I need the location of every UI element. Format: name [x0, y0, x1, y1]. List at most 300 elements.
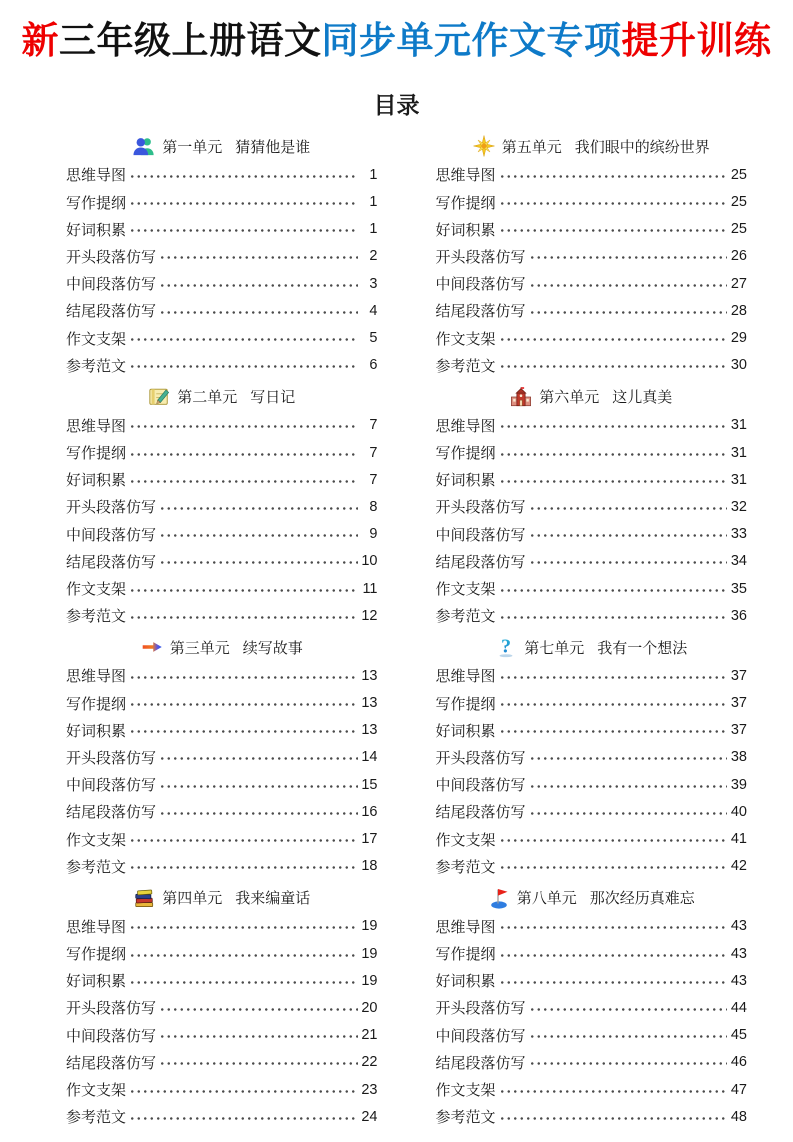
unit-topic: 猜猜他是谁: [235, 138, 311, 156]
toc-entry: [66, 1076, 378, 1103]
toc-entry-label: 好词积累: [66, 472, 127, 490]
dotted-leader: [498, 913, 727, 940]
dotted-leader: [498, 662, 727, 689]
toc-entry-label: 写作提纲: [435, 946, 496, 964]
toc-entry-label: 结尾段落仿写: [435, 804, 526, 822]
toc-entry-label: 中间段落仿写: [435, 526, 526, 544]
toc-entry-label: 好词积累: [435, 973, 496, 991]
toc-entry-page: 28: [730, 302, 747, 319]
toc-entry: [436, 352, 748, 379]
toc-entry-label: 思维导图: [435, 918, 496, 936]
title-segment: 三年级上册语文: [59, 20, 322, 61]
unit-header: [66, 382, 378, 412]
dotted-leader: [498, 825, 727, 852]
unit-header: [66, 632, 378, 662]
unit-name: 第二单元: [177, 389, 238, 407]
dotted-leader: [158, 798, 357, 825]
dotted-leader: [498, 940, 727, 967]
unit-topic: 续写故事: [242, 639, 303, 657]
toc-entry-label: 思维导图: [435, 668, 496, 686]
dotted-leader: [128, 216, 357, 243]
toc-entry: [66, 798, 378, 825]
toc-entry-label: 作文支架: [66, 330, 127, 348]
toc-entry: [66, 717, 378, 744]
unit-section: [66, 131, 378, 379]
toc-entry-page: 2: [369, 248, 378, 265]
unit-header: [436, 883, 748, 913]
toc-entry: [436, 994, 748, 1021]
unit-topic: 这儿真美: [612, 389, 673, 407]
toc-entry: [66, 602, 378, 629]
toc-entry-page: 37: [730, 667, 747, 684]
dotted-leader: [498, 1076, 727, 1103]
toc-entry: [66, 466, 378, 493]
toc-entry-page: 7: [369, 444, 378, 461]
dotted-leader: [128, 913, 357, 940]
toc-entry-page: 1: [369, 194, 378, 211]
toc-entry-label: 结尾段落仿写: [435, 303, 526, 321]
unit-name: 第五单元: [501, 138, 562, 156]
unit-header: [436, 382, 748, 412]
toc-entry-label: 参考范文: [435, 1109, 496, 1127]
toc-entry-page: 26: [730, 248, 747, 265]
unit-section: [436, 883, 748, 1131]
dotted-leader: [128, 1103, 357, 1130]
toc-entry: [66, 967, 378, 994]
toc-entry: [436, 798, 748, 825]
toc-entry: [436, 297, 748, 324]
toc-entry-label: 开头段落仿写: [66, 749, 157, 767]
toc-entry-page: 36: [730, 607, 747, 624]
toc-columns: [0, 120, 793, 1130]
unit-header: [436, 632, 748, 662]
toc-entry-page: 32: [730, 498, 747, 515]
unit-name: 第三单元: [169, 639, 230, 657]
toc-entry-page: 40: [730, 803, 747, 820]
dotted-leader: [528, 771, 727, 798]
unit-section: [436, 382, 748, 630]
toc-entry: [436, 717, 748, 744]
toc-entry: [436, 967, 748, 994]
toc-entry-page: 9: [369, 526, 378, 543]
toc-entry-page: 3: [369, 275, 378, 292]
dotted-leader: [498, 690, 727, 717]
toc-entry-label: 参考范文: [66, 858, 127, 876]
toc-entry: [436, 853, 748, 880]
toc-entry: [436, 216, 748, 243]
toc-entry-page: 15: [361, 776, 378, 793]
dotted-leader: [128, 853, 357, 880]
toc-column-left: [66, 128, 378, 1130]
toc-entry: [66, 1022, 378, 1049]
toc-entry-label: 作文支架: [66, 1082, 127, 1100]
school-icon: [510, 386, 532, 408]
title-segment: 提升训练: [621, 20, 772, 61]
toc-entry-label: 中间段落仿写: [66, 526, 157, 544]
dotted-leader: [498, 439, 727, 466]
dotted-leader: [158, 1022, 357, 1049]
dotted-leader: [128, 690, 357, 717]
toc-entry-label: 思维导图: [66, 668, 127, 686]
dotted-leader: [128, 967, 357, 994]
toc-entry: [66, 690, 378, 717]
dotted-leader: [498, 1103, 727, 1130]
dotted-leader: [128, 161, 357, 188]
dotted-leader: [498, 853, 727, 880]
toc-entry: [436, 412, 748, 439]
toc-entry-page: 5: [369, 330, 378, 347]
dotted-leader: [528, 744, 727, 771]
toc-entry-label: 作文支架: [435, 330, 496, 348]
toc-entry: [66, 1049, 378, 1076]
toc-heading: 目录: [373, 93, 420, 119]
unit-name: 第四单元: [162, 890, 223, 908]
dotted-leader: [498, 216, 727, 243]
toc-entry-label: 结尾段落仿写: [66, 804, 157, 822]
toc-entry-page: 7: [369, 471, 378, 488]
dotted-leader: [498, 717, 727, 744]
toc-entry-label: 开头段落仿写: [435, 499, 526, 517]
toc-entry-label: 写作提纲: [435, 695, 496, 713]
toc-entry: [66, 521, 378, 548]
toc-entry: [66, 548, 378, 575]
dotted-leader: [128, 324, 357, 351]
title-segment: 新: [21, 20, 59, 61]
toc-entry-label: 思维导图: [435, 417, 496, 435]
toc-entry-page: 25: [730, 194, 747, 211]
toc-entry-label: 参考范文: [66, 608, 127, 626]
dotted-leader: [498, 575, 727, 602]
dotted-leader: [528, 798, 727, 825]
toc-entry-page: 30: [730, 357, 747, 374]
toc-entry-label: 开头段落仿写: [66, 1000, 157, 1018]
unit-topic: 那次经历真难忘: [589, 890, 695, 908]
toc-entry-page: 18: [361, 858, 378, 875]
toc-entry-label: 开头段落仿写: [435, 749, 526, 767]
toc-entry: [66, 189, 378, 216]
toc-entry-page: 45: [730, 1027, 747, 1044]
dotted-leader: [528, 994, 727, 1021]
toc-entry-label: 结尾段落仿写: [66, 303, 157, 321]
toc-entry-page: 8: [369, 498, 378, 515]
toc-entry-page: 35: [730, 580, 747, 597]
toc-entry: [436, 913, 748, 940]
toc-entry-label: 中间段落仿写: [66, 1027, 157, 1045]
toc-entry-label: 参考范文: [435, 357, 496, 375]
unit-section: [436, 632, 748, 880]
toc-entry-label: 中间段落仿写: [435, 276, 526, 294]
toc-entry: [66, 825, 378, 852]
toc-entry-page: 17: [361, 831, 378, 848]
toc-entry-page: 1: [369, 221, 378, 238]
toc-entry-label: 好词积累: [435, 221, 496, 239]
unit-name: 第六单元: [539, 389, 600, 407]
toc-entry-label: 作文支架: [435, 1082, 496, 1100]
toc-entry: [66, 161, 378, 188]
dotted-leader: [498, 324, 727, 351]
unit-topic: 我来编童话: [235, 890, 311, 908]
toc-entry: [66, 412, 378, 439]
question-mark-icon: [495, 636, 517, 658]
toc-entry-page: 43: [730, 972, 747, 989]
toc-entry: [436, 439, 748, 466]
dotted-leader: [528, 1049, 727, 1076]
unit-header: [66, 131, 378, 161]
toc-entry-page: 42: [730, 858, 747, 875]
toc-entry: [436, 493, 748, 520]
toc-entry: [436, 825, 748, 852]
toc-entry-page: 20: [361, 999, 378, 1016]
toc-entry-label: 开头段落仿写: [435, 248, 526, 266]
toc-entry-label: 好词积累: [66, 221, 127, 239]
toc-entry-label: 中间段落仿写: [435, 777, 526, 795]
toc-entry: [66, 575, 378, 602]
toc-entry-label: 结尾段落仿写: [435, 553, 526, 571]
toc-entry-label: 好词积累: [435, 722, 496, 740]
dotted-leader: [528, 548, 727, 575]
dotted-leader: [498, 352, 727, 379]
toc-entry-label: 开头段落仿写: [66, 499, 157, 517]
toc-entry-label: 写作提纲: [66, 946, 127, 964]
toc-entry: [66, 216, 378, 243]
dotted-leader: [158, 744, 357, 771]
toc-entry-label: 作文支架: [435, 831, 496, 849]
toc-entry-page: 48: [730, 1108, 747, 1125]
toc-entry: [436, 690, 748, 717]
toc-entry-page: 4: [369, 302, 378, 319]
toc-entry: [436, 1049, 748, 1076]
toc-entry: [436, 575, 748, 602]
book-stack-icon: [133, 887, 155, 909]
toc-entry-page: 19: [361, 972, 378, 989]
dotted-leader: [498, 466, 727, 493]
toc-entry-label: 开头段落仿写: [435, 1000, 526, 1018]
toc-entry-page: 34: [730, 553, 747, 570]
toc-entry-label: 参考范文: [435, 608, 496, 626]
toc-entry-page: 47: [730, 1081, 747, 1098]
toc-entry: [436, 744, 748, 771]
toc-entry-page: 37: [730, 722, 747, 739]
unit-header: [436, 131, 748, 161]
toc-entry-label: 写作提纲: [435, 194, 496, 212]
toc-entry-label: 写作提纲: [66, 695, 127, 713]
toc-entry: [436, 189, 748, 216]
toc-entry-page: 1: [369, 166, 378, 183]
toc-entry: [66, 913, 378, 940]
toc-entry: [66, 493, 378, 520]
toc-entry-page: 31: [730, 417, 747, 434]
arrow-icon: [141, 636, 163, 658]
toc-entry-page: 21: [361, 1027, 378, 1044]
dotted-leader: [498, 412, 727, 439]
toc-entry-page: 10: [361, 553, 378, 570]
toc-entry-label: 结尾段落仿写: [435, 1054, 526, 1072]
dotted-leader: [128, 189, 357, 216]
toc-entry-page: 13: [361, 722, 378, 739]
dotted-leader: [498, 189, 727, 216]
dotted-leader: [158, 771, 357, 798]
toc-entry-page: 12: [361, 607, 378, 624]
dotted-leader: [528, 297, 727, 324]
unit-section: [66, 883, 378, 1131]
toc-entry-label: 中间段落仿写: [66, 276, 157, 294]
dotted-leader: [128, 940, 357, 967]
dotted-leader: [128, 575, 357, 602]
toc-entry-label: 作文支架: [435, 581, 496, 599]
toc-entry-page: 37: [730, 695, 747, 712]
toc-entry-page: 19: [361, 945, 378, 962]
dotted-leader: [158, 994, 357, 1021]
toc-entry: [436, 243, 748, 270]
sparkle-icon: [473, 135, 495, 157]
toc-entry-label: 结尾段落仿写: [66, 1054, 157, 1072]
toc-entry: [66, 1103, 378, 1130]
toc-entry: [436, 1103, 748, 1130]
notebook-pencil-icon: [148, 386, 170, 408]
toc-entry-label: 写作提纲: [435, 445, 496, 463]
red-flag-icon: [488, 887, 510, 909]
toc-entry-page: 39: [730, 776, 747, 793]
page-title: [0, 20, 793, 63]
toc-entry: [66, 270, 378, 297]
toc-entry-page: 31: [730, 471, 747, 488]
toc-entry-label: 写作提纲: [66, 194, 127, 212]
toc-entry-page: 43: [730, 918, 747, 935]
toc-entry: [66, 297, 378, 324]
toc-entry-page: 22: [361, 1054, 378, 1071]
toc-entry-page: 24: [361, 1108, 378, 1125]
two-people-icon: [133, 135, 155, 157]
dotted-leader: [128, 825, 357, 852]
toc-entry-page: 25: [730, 166, 747, 183]
dotted-leader: [128, 412, 357, 439]
toc-entry-page: 46: [730, 1054, 747, 1071]
toc-entry: [436, 602, 748, 629]
dotted-leader: [128, 662, 357, 689]
dotted-leader: [158, 548, 357, 575]
toc-entry-page: 29: [730, 330, 747, 347]
unit-section: [66, 382, 378, 630]
dotted-leader: [128, 352, 357, 379]
toc-entry: [436, 1076, 748, 1103]
toc-entry-page: 16: [361, 803, 378, 820]
toc-entry-label: 写作提纲: [66, 445, 127, 463]
dotted-leader: [158, 493, 357, 520]
toc-entry-page: 23: [361, 1081, 378, 1098]
toc-entry: [436, 324, 748, 351]
toc-entry-label: 好词积累: [435, 472, 496, 490]
dotted-leader: [528, 1022, 727, 1049]
dotted-leader: [158, 243, 357, 270]
toc-entry-label: 思维导图: [66, 167, 127, 185]
toc-entry-label: 作文支架: [66, 581, 127, 599]
toc-entry: [436, 1022, 748, 1049]
toc-entry-page: 19: [361, 918, 378, 935]
toc-entry-label: 思维导图: [435, 167, 496, 185]
toc-entry-page: 38: [730, 749, 747, 766]
toc-entry: [66, 994, 378, 1021]
toc-entry-label: 参考范文: [435, 858, 496, 876]
dotted-leader: [528, 493, 727, 520]
dotted-leader: [128, 1076, 357, 1103]
unit-section: [436, 131, 748, 379]
unit-topic: 我有一个想法: [597, 639, 688, 657]
toc-entry-page: 31: [730, 444, 747, 461]
document-page: [0, 20, 793, 1142]
unit-name: 第七单元: [524, 639, 585, 657]
toc-entry-page: 13: [361, 667, 378, 684]
unit-section: [66, 632, 378, 880]
toc-entry: [66, 243, 378, 270]
toc-entry-page: 11: [362, 580, 378, 597]
dotted-leader: [498, 161, 727, 188]
toc-entry-page: 43: [730, 945, 747, 962]
toc-entry-label: 思维导图: [66, 918, 127, 936]
dotted-leader: [158, 1049, 357, 1076]
toc-entry-label: 参考范文: [66, 357, 127, 375]
unit-name: 第一单元: [162, 138, 223, 156]
toc-entry-label: 开头段落仿写: [66, 248, 157, 266]
dotted-leader: [528, 243, 727, 270]
dotted-leader: [158, 270, 357, 297]
toc-entry: [436, 521, 748, 548]
toc-entry-page: 13: [361, 695, 378, 712]
toc-entry: [66, 439, 378, 466]
toc-entry-label: 参考范文: [66, 1109, 127, 1127]
toc-entry-label: 中间段落仿写: [435, 1027, 526, 1045]
toc-entry: [436, 270, 748, 297]
dotted-leader: [158, 521, 357, 548]
toc-entry: [66, 744, 378, 771]
toc-entry-label: 结尾段落仿写: [66, 553, 157, 571]
dotted-leader: [128, 439, 357, 466]
toc-entry: [66, 352, 378, 379]
toc-entry-page: 25: [730, 221, 747, 238]
toc-entry: [436, 161, 748, 188]
dotted-leader: [128, 466, 357, 493]
toc-entry: [66, 662, 378, 689]
unit-name: 第八单元: [516, 890, 577, 908]
toc-entry-page: 7: [369, 417, 378, 434]
toc-entry-label: 好词积累: [66, 722, 127, 740]
toc-entry-page: 27: [730, 275, 747, 292]
toc-entry-page: 33: [730, 526, 747, 543]
title-segment: 同步单元作文专项: [321, 20, 622, 61]
toc-entry: [436, 662, 748, 689]
svg-text:?: ?: [501, 636, 512, 658]
toc-entry-label: 作文支架: [66, 831, 127, 849]
toc-entry-page: 44: [730, 999, 747, 1016]
toc-entry: [436, 940, 748, 967]
dotted-leader: [498, 602, 727, 629]
toc-entry-label: 好词积累: [66, 973, 127, 991]
toc-entry: [66, 940, 378, 967]
toc-entry: [436, 771, 748, 798]
toc-entry-label: 中间段落仿写: [66, 777, 157, 795]
dotted-leader: [128, 602, 357, 629]
toc-entry-label: 思维导图: [66, 417, 127, 435]
toc-entry-page: 6: [369, 357, 378, 374]
dotted-leader: [528, 270, 727, 297]
toc-entry-page: 41: [730, 831, 747, 848]
dotted-leader: [158, 297, 357, 324]
toc-entry: [66, 771, 378, 798]
toc-entry-page: 14: [361, 749, 378, 766]
toc-entry: [436, 548, 748, 575]
toc-entry: [66, 853, 378, 880]
toc-entry: [66, 324, 378, 351]
unit-topic: 我们眼中的缤纷世界: [574, 138, 710, 156]
